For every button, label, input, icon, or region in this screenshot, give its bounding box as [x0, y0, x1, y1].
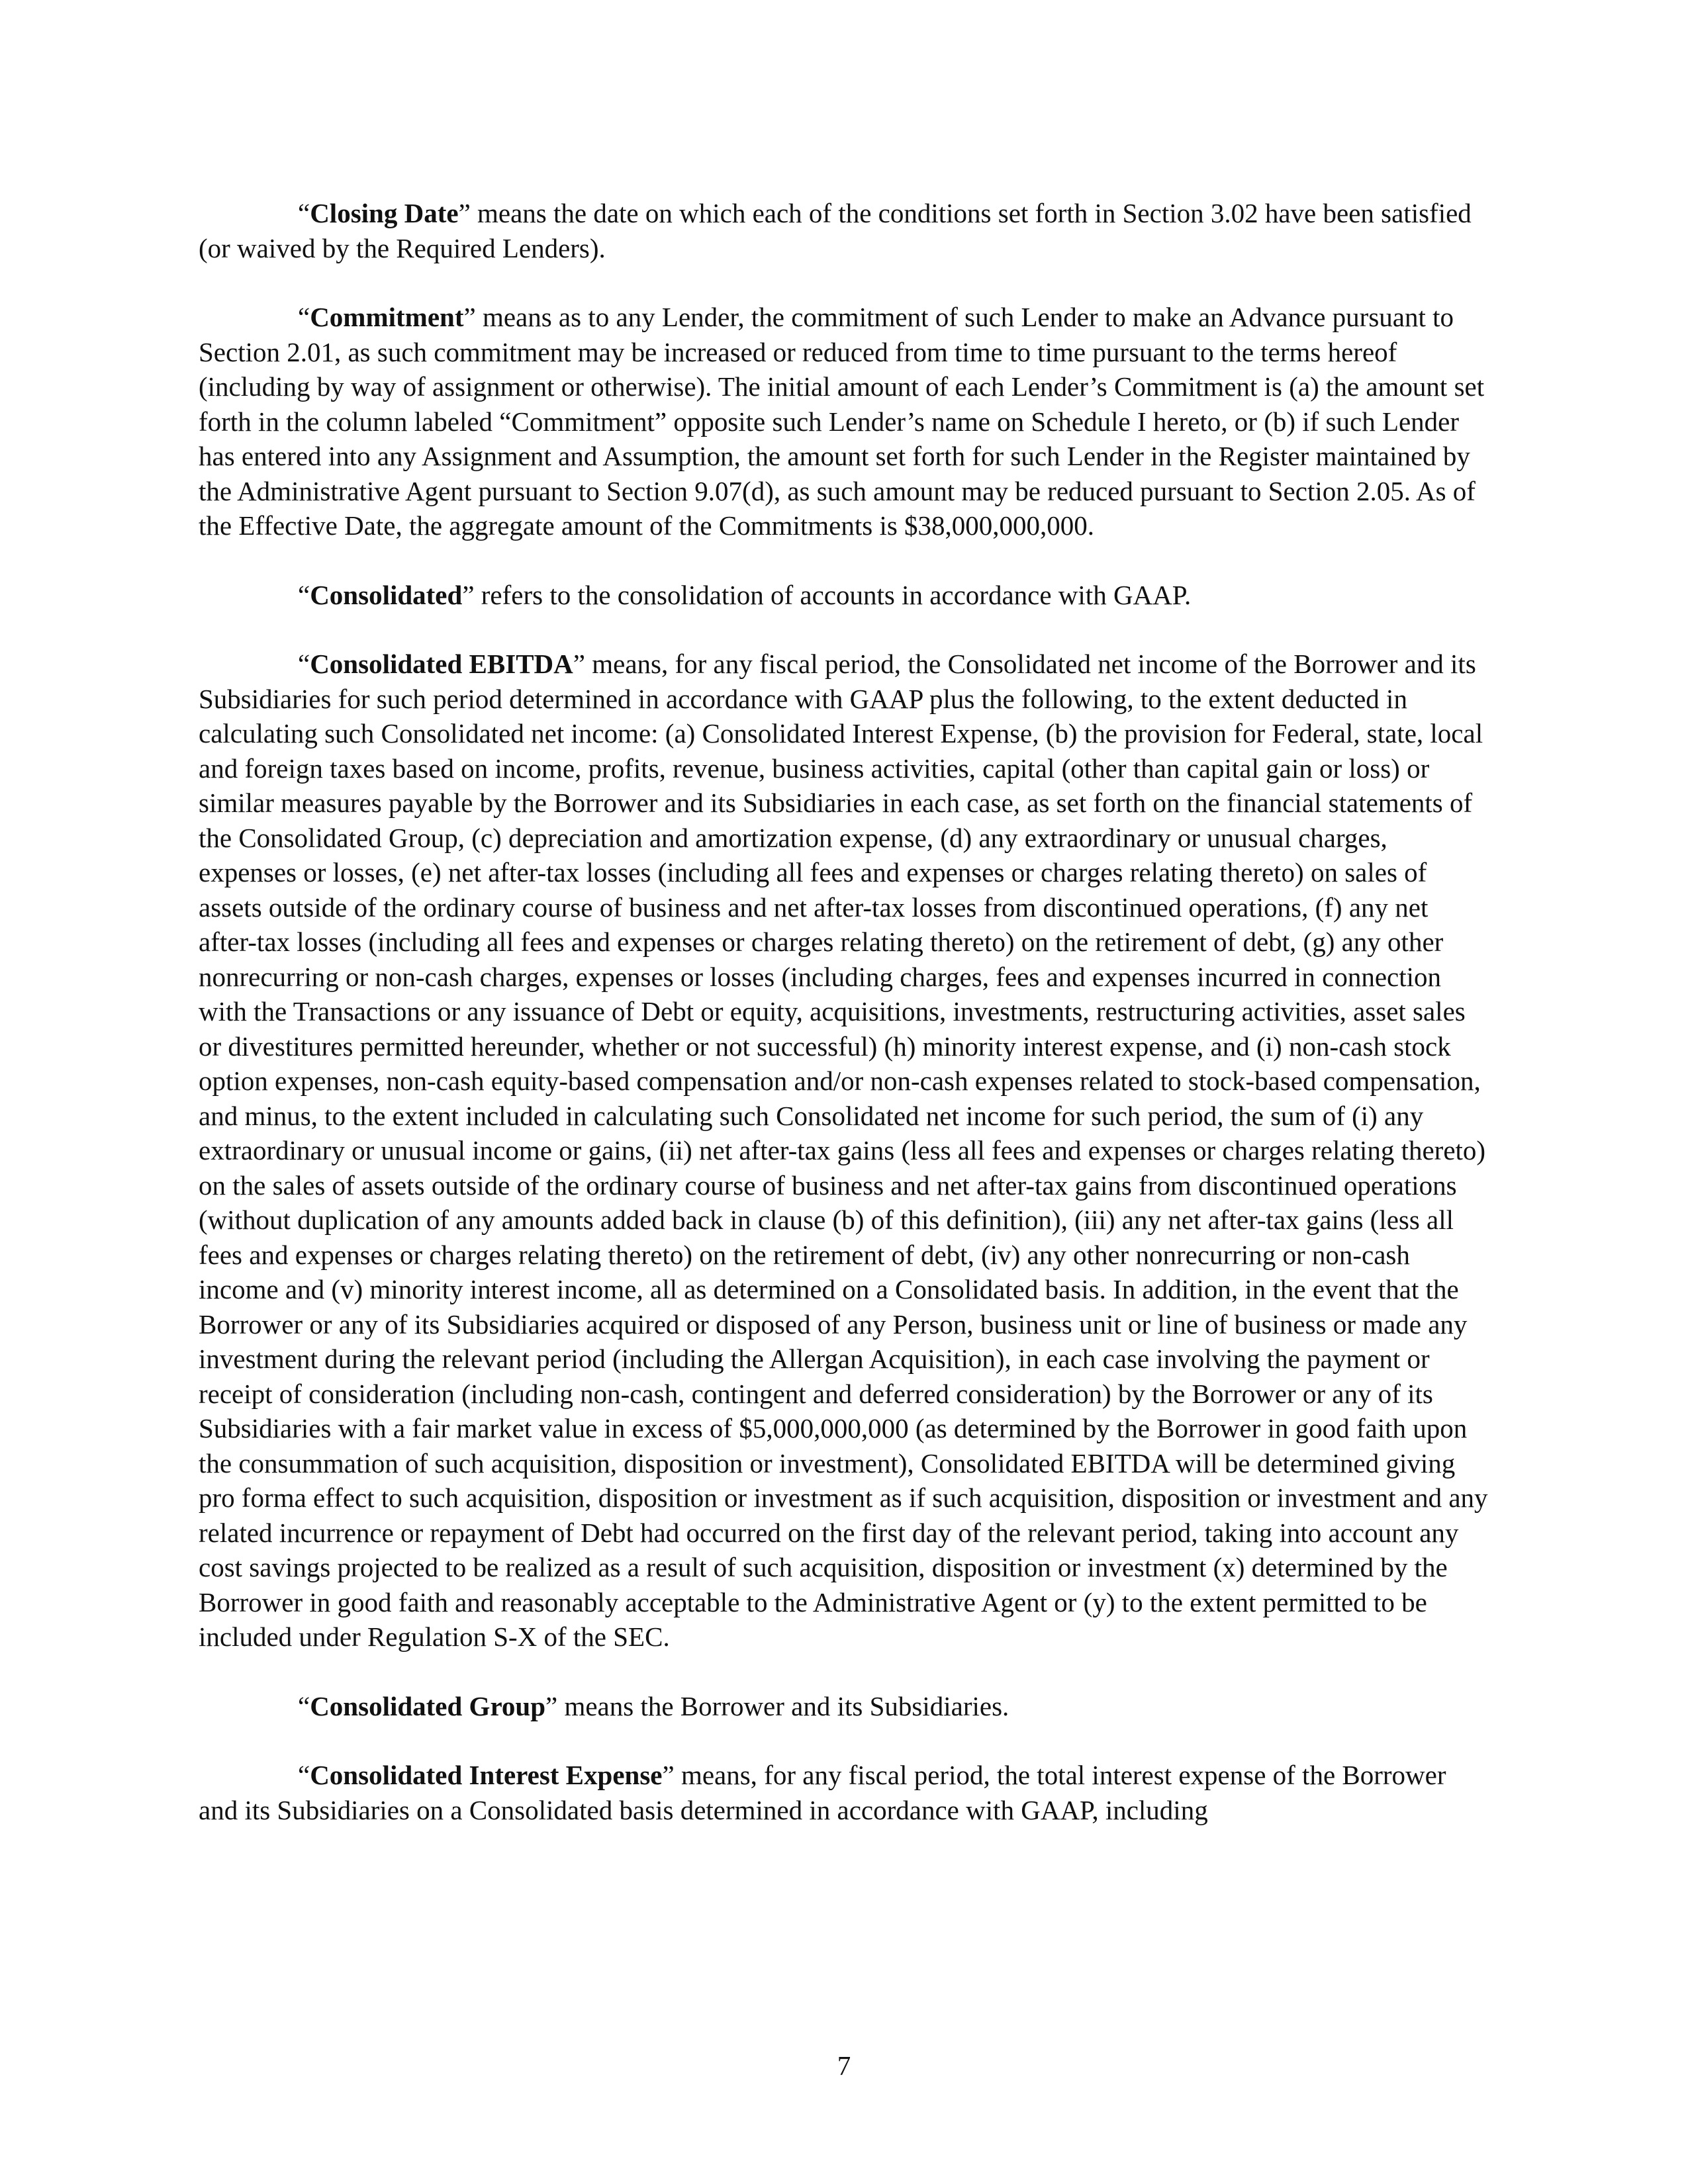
defined-term: Consolidated Interest Expense [310, 1760, 663, 1790]
definition-text: refers to the consolidation of accounts in accordance with GAAP. [474, 579, 1192, 610]
definition-consolidated: “Consolidated” refers to the consolidation of accounts in accordance with GAAP. [298, 579, 1192, 610]
defined-term: Closing Date [310, 198, 459, 228]
definition-consolidated-ebitda: “Consolidated EBITDA” means, for any fiscal period, the Consolidated net income of the Borrower and its Subsidiaries for such period determined in accordance with GAAP plus the following, to the extent deducted in calculating such Consolidated net income: (a) Consolidated Interest Expense, (b) the provision for Federal, state, local and foreign taxes based on income, profits, revenue, business activities, capital (other than capital gain or loss) or similar measures payable by the Borrower and its Subsidiaries in each case, as set forth on the financial statements of the Consolidated Group, (c) depreciation and amortization expense, (d) any extraordinary or unusual charges, expenses or losses, (e) net after-tax losses (including all fees and expenses or charges relating thereto) on sales of assets outside of the ordinary course of business and net after-tax losses from discontinued operations, (f) any net after-tax losses (including all fees and expenses or charges relating thereto) on the retirement of debt, (g) any other nonrecurring or non-cash charges, expenses or losses (including charges, fees and expenses incurred in connection with the Transactions or any issuance of Debt or equity, acquisitions, investments, restructuring activities, asset sales or divestitures permitted hereunder, whether or not successful) (h) minority interest expense, and (i) non-cash stock option expenses, non-cash equity-based compensation and/or non-cash expenses related to stock-based compensation, and minus, to the extent included in calculating such Consolidated net income for such period, the sum of (i) any extraordinary or unusual income or gains, (ii) net after-tax gains (less all fees and expenses or charges relating thereto) on the sales of assets outside of the ordinary course of business and net after-tax gains from discontinued operations (without duplication of any amounts added back in clause (b) of this definition), (iii) any net after-tax gains (less all fees and expenses or charges relating thereto) on the retirement of debt, (iv) any other nonrecurring or non-cash income and (v) minority interest income, all as determined on a Consolidated basis. In addition, in the event that the Borrower or any of its Subsidiaries acquired or disposed of any Person, business unit or line of business or made any investment during the relevant period (including the Allergan Acquisition), in each case involving the payment or receipt of consideration (including non-cash, contingent and deferred consideration) by the Borrower or any of its Subsidiaries with a fair market value in excess of $5,000,000,000 (as determined by the Borrower in good faith upon the consummation of such acquisition, disposition or investment), Consolidated EBITDA will be determined giving pro forma effect to such acquisition, disposition or investment as if such acquisition, disposition or investment and any related incurrence or repayment of Debt had occurred on the first day of the relevant period, taking into account any cost savings projected to be realized as a result of such acquisition, disposition or investment (x) determined by the Borrower in good faith and reasonably acceptable to the Administrative Agent or (y) to the extent permitted to be included under Regulation S-X of the SEC. [199, 649, 1488, 1652]
page-number: 7 [837, 2050, 851, 2081]
definition-text: means the date on which each of the conditions set forth in Section 3.02 have been satisfied (or waived by the Required Lenders). [199, 198, 1472, 263]
definition-commitment: “Commitment” means as to any Lender, the commitment of such Lender to make an Advance pursuant to Section 2.01, as such commitment may be increased or reduced from time to time pursuant to the terms hereof (including by way of assignment or otherwise). The initial amount of each Lender’s Commitment is (a) the amount set forth in the column labeled “Commitment” opposite such Lender’s name on Schedule I hereto, or (b) if such Lender has entered into any Assignment and Assumption, the amount set forth for such Lender in the Register maintained by the Administrative Agent pursuant to Section 9.07(d), as such amount may be reduced pursuant to Section 2.05. As of the Effective Date, the aggregate amount of the Commitments is $38,000,000,000. [199, 302, 1485, 541]
defined-term: Consolidated Group [310, 1690, 546, 1721]
definition-consolidated-group: “Consolidated Group” means the Borrower and its Subsidiaries. [298, 1690, 1009, 1721]
definition-closing-date: “Closing Date” means the date on which each of the conditions set forth in Section 3.02 have been satisfied (or waived by the Required Lenders). [199, 198, 1472, 263]
definition-consolidated-interest-expense: “Consolidated Interest Expense” means, for any fiscal period, the total interest expense of the Borrower and its Subsidiaries on a Consolidated basis determined in accordance with GAAP, including [199, 1760, 1446, 1825]
defined-term: Consolidated EBITDA [310, 649, 573, 679]
definition-text: means as to any Lender, the commitment of such Lender to make an Advance pursuant to Section 2.01, as such commitment may be increased or reduced from time to time pursuant to the terms hereof (including by way of assignment or otherwise). The initial amount of each Lender’s Commitment is (a) the amount set forth in the column labeled “Commitment” opposite such Lender’s name on Schedule I hereto, or (b) if such Lender has entered into any Assignment and Assumption, the amount set forth for such Lender in the Register maintained by the Administrative Agent pursuant to Section 9.07(d), as such amount may be reduced pursuant to Section 2.05. As of the Effective Date, the aggregate amount of the Commitments is $38,000,000,000. [199, 302, 1485, 541]
definition-text: means, for any fiscal period, the total interest expense of the Borrower and its Subsidiaries on a Consolidated basis determined in accordance with GAAP, including [199, 1760, 1446, 1825]
defined-term: Consolidated [310, 579, 463, 610]
defined-term: Commitment [310, 302, 464, 332]
definition-text: means, for any fiscal period, the Consolidated net income of the Borrower and its Subsidiaries for such period determined in accordance with GAAP plus the following, to the extent deducted in calculating such Consolidated net income: (a) Consolidated Interest Expense, (b) the provision for Federal, state, local and foreign taxes based on income, profits, revenue, business activities, capital (other than capital gain or loss) or similar measures payable by the Borrower and its Subsidiaries in each case, as set forth on the financial statements of the Consolidated Group, (c) depreciation and amortization expense, (d) any extraordinary or unusual charges, expenses or losses, (e) net after-tax losses (including all fees and expenses or charges relating thereto) on sales of assets outside of the ordinary course of business and net after-tax losses from discontinued operations, (f) any net after-tax losses (including all fees and expenses or charges relating thereto) on the retirement of debt, (g) any other nonrecurring or non-cash charges, expenses or losses (including charges, fees and expenses incurred in connection with the Transactions or any issuance of Debt or equity, acquisitions, investments, restructuring activities, asset sales or divestitures permitted hereunder, whether or not successful) (h) minority interest expense, and (i) non-cash stock option expenses, non-cash equity-based compensation and/or non-cash expenses related to stock-based compensation, and minus, to the extent included in calculating such Consolidated net income for such period, the sum of (i) any extraordinary or unusual income or gains, (ii) net after-tax gains (less all fees and expenses or charges relating thereto) on the sales of assets outside of the ordinary course of business and net after-tax gains from discontinued operations (without duplication of any amounts added back in clause (b) of this definition), (iii) any net after-tax gains (less all fees and expenses or charges relating thereto) on the retirement of debt, (iv) any other nonrecurring or non-cash income and (v) minority interest income, all as determined on a Consolidated basis. In addition, in the event that the Borrower or any of its Subsidiaries acquired or disposed of any Person, business unit or line of business or made any investment during the relevant period (including the Allergan Acquisition), in each case involving the payment or receipt of consideration (including non-cash, contingent and deferred consideration) by the Borrower or any of its Subsidiaries with a fair market value in excess of $5,000,000,000 (as determined by the Borrower in good faith upon the consummation of such acquisition, disposition or investment), Consolidated EBITDA will be determined giving pro forma effect to such acquisition, disposition or investment as if such acquisition, disposition or investment and any related incurrence or repayment of Debt had occurred on the first day of the relevant period, taking into account any cost savings projected to be realized as a result of such acquisition, disposition or investment (x) determined by the Borrower in good faith and reasonably acceptable to the Administrative Agent or (y) to the extent permitted to be included under Regulation S-X of the SEC. [199, 649, 1488, 1652]
definition-text: means the Borrower and its Subsidiaries. [557, 1690, 1009, 1721]
definitions-section [199, 196, 1489, 1862]
